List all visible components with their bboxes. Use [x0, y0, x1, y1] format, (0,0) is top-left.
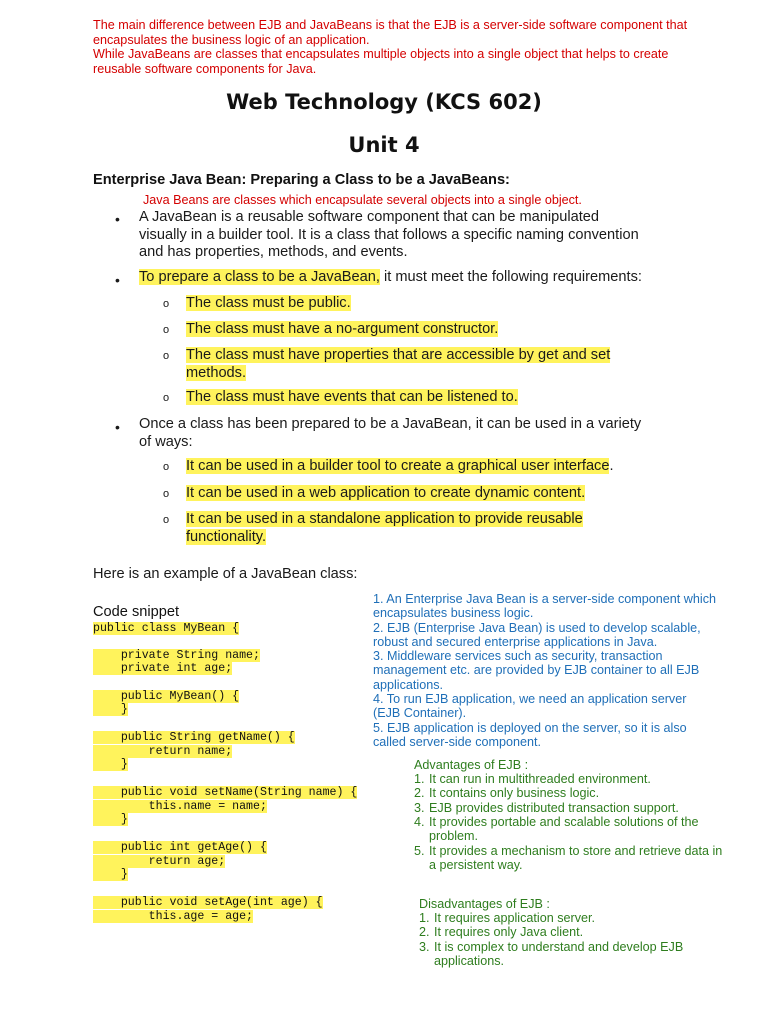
top-note-line: reusable software components for Java.: [93, 61, 317, 76]
bullet-text-2: [139, 269, 642, 287]
item-number: 4.: [414, 814, 425, 829]
advantage-item: [414, 772, 754, 786]
disadvantage-item: [419, 911, 759, 925]
code-text: public MyBean() {: [93, 690, 240, 703]
item-text: It is complex to understand and develop EJB: [434, 939, 684, 954]
bullet-dot: •: [115, 211, 120, 227]
ejb-note-line: robust and secured enterprise applications in Java.: [373, 634, 658, 649]
code-line: [93, 800, 267, 813]
code-line: [93, 662, 232, 675]
circle-bullet: o: [163, 298, 170, 310]
requirement-item: [186, 389, 518, 407]
advantage-item: [414, 786, 754, 800]
code-text: }: [93, 758, 128, 771]
ejb-note-line: 1. An Enterprise Java Bean is a server-side component which: [373, 592, 717, 606]
disadvantage-item: [419, 925, 759, 939]
requirement-text: The class must have a no-argument constructor.: [186, 321, 499, 337]
bullet-text-3: [139, 416, 699, 451]
item-number: 1.: [419, 911, 430, 925]
ejb-note-line: 5. EJB application is deployed on the server, so it is also: [373, 720, 687, 735]
advantage-item: [414, 829, 754, 843]
code-text: }: [93, 703, 128, 716]
code-text: public String getName() {: [93, 731, 295, 744]
code-line: [93, 745, 232, 758]
disadvantage-item: [419, 940, 759, 954]
advantage-item: [414, 815, 754, 829]
advantage-item: [414, 858, 754, 872]
item-number: 3.: [414, 800, 425, 815]
item-number: 5.: [414, 843, 425, 858]
circle-bullet: o: [163, 324, 170, 336]
item-text: It requires application server.: [434, 911, 596, 925]
code-text: return name;: [93, 745, 233, 758]
red-note: Java Beans are classes which encapsulate several objects into a single object.: [143, 193, 582, 207]
ejb-note-line: (EJB Container).: [373, 706, 467, 721]
ejb-note-line: called server-side component.: [373, 734, 541, 749]
page-title: Web Technology (KCS 602): [226, 90, 542, 114]
example-intro: Here is an example of a JavaBean class:: [93, 566, 358, 582]
requirement-item: [186, 295, 351, 313]
code-snippet-title: Code snippet: [93, 604, 180, 620]
code-line: [93, 786, 357, 799]
item-number: 2.: [419, 925, 430, 940]
item-text: It contains only business logic.: [429, 786, 600, 801]
item-number: 3.: [419, 939, 430, 954]
bullet-3-line: Once a class has been prepared to be a JavaBean, it can be used in a variety: [139, 416, 642, 432]
code-text: this.age = age;: [93, 910, 254, 923]
highlighted-phrase: To prepare a class to be a JavaBean,: [139, 269, 380, 285]
code-line: [93, 649, 260, 662]
code-line: [93, 703, 128, 716]
item-number: 2.: [414, 786, 425, 801]
code-text: }: [93, 868, 128, 881]
ejb-note-line: management etc. are provided by EJB container to all EJB: [373, 663, 700, 678]
use-text: It can be used in a web application to create dynamic content.: [186, 485, 586, 501]
bullet-2-rest: it must meet the following requirements:: [379, 269, 642, 285]
use-item: [186, 485, 585, 503]
item-text: applications.: [434, 953, 505, 968]
section-heading: Enterprise Java Bean: Preparing a Class to be a JavaBeans:: [93, 172, 510, 188]
item-text: EJB provides distributed transaction support.: [429, 800, 679, 815]
requirement-text: The class must have events that can be listened to.: [186, 389, 518, 405]
code-text: return age;: [93, 855, 226, 868]
code-line: [93, 731, 295, 744]
requirement-text: methods.: [186, 364, 247, 381]
advantages-list: [414, 772, 759, 874]
ejb-notes: [373, 592, 758, 749]
requirement-item: [186, 321, 498, 339]
code-text: public int getAge() {: [93, 841, 267, 854]
bullet-1-line: A JavaBean is a reusable software component that can be manipulated: [139, 209, 599, 225]
code-text: public void setAge(int age) {: [93, 896, 323, 909]
code-line: [93, 758, 128, 771]
use-text: It can be used in a builder tool to create a graphical user interface: [186, 458, 610, 474]
code-line: [93, 813, 128, 826]
ejb-note-line: encapsulates business logic.: [373, 606, 534, 621]
item-text: problem.: [429, 829, 478, 844]
requirement-item: [186, 347, 610, 382]
requirement-text: The class must have properties that are accessible by get and set: [186, 347, 611, 363]
bullet-1-line: and has properties, methods, and events.: [139, 244, 408, 260]
bullet-text-1: [139, 209, 699, 262]
code-line: [93, 622, 239, 635]
top-note-line: While JavaBeans are classes that encapsulates multiple objects into a single object that helps to create: [93, 47, 669, 61]
top-note-line: encapsulates the business logic of an application.: [93, 32, 370, 47]
ejb-note-line: 3. Middleware services such as security, transaction: [373, 649, 663, 664]
code-line: [93, 855, 225, 868]
item-text: It requires only Java client.: [434, 925, 584, 940]
top-note: [93, 18, 753, 76]
ejb-note-line: 4. To run EJB application, we need an application server: [373, 692, 687, 707]
use-item: [186, 458, 614, 476]
item-text: It can run in multithreaded environment.: [429, 772, 651, 786]
disadvantages-list: [419, 911, 759, 971]
use-text: functionality.: [186, 528, 267, 545]
circle-bullet: o: [163, 514, 170, 526]
ejb-note-line: applications.: [373, 677, 444, 692]
code-text: public void setName(String name) {: [93, 786, 358, 799]
code-text: private String name;: [93, 649, 260, 662]
item-text: a persistent way.: [429, 857, 523, 872]
advantage-item: [414, 801, 754, 815]
code-text: }: [93, 813, 128, 826]
requirement-text: The class must be public.: [186, 295, 351, 311]
circle-bullet: o: [163, 461, 170, 473]
use-text-tail: .: [609, 458, 614, 474]
circle-bullet: o: [163, 488, 170, 500]
circle-bullet: o: [163, 392, 170, 404]
item-text: It provides a mechanism to store and retrieve data in: [429, 843, 723, 858]
item-number: 1.: [414, 772, 425, 786]
code-text: this.name = name;: [93, 800, 267, 813]
code-line: [93, 910, 253, 923]
bullet-dot: •: [115, 419, 120, 435]
use-item: [186, 511, 583, 546]
advantages-title: Advantages of EJB :: [414, 758, 529, 772]
bullet-3-line: of ways:: [139, 433, 193, 450]
ejb-note-line: 2. EJB (Enterprise Java Bean) is used to develop scalable,: [373, 620, 701, 635]
advantage-item: [414, 844, 754, 858]
circle-bullet: o: [163, 350, 170, 362]
code-line: [93, 868, 128, 881]
disadvantages-title: Disadvantages of EJB :: [419, 897, 550, 911]
item-text: It provides portable and scalable solutions of the: [429, 814, 699, 829]
bullet-dot: •: [115, 272, 120, 288]
top-note-line: The main difference between EJB and JavaBeans is that the EJB is a server-side software component that: [93, 18, 688, 32]
unit-title: Unit 4: [348, 133, 420, 157]
code-line: [93, 841, 267, 854]
bullet-1-line: visually in a builder tool. It is a class that follows a specific naming convention: [139, 226, 639, 243]
code-line: [93, 896, 323, 909]
code-text: private int age;: [93, 662, 233, 675]
code-line: [93, 690, 239, 703]
disadvantage-item: [419, 954, 759, 968]
use-text: It can be used in a standalone application to provide reusable: [186, 511, 583, 527]
code-text: public class MyBean {: [93, 622, 240, 635]
